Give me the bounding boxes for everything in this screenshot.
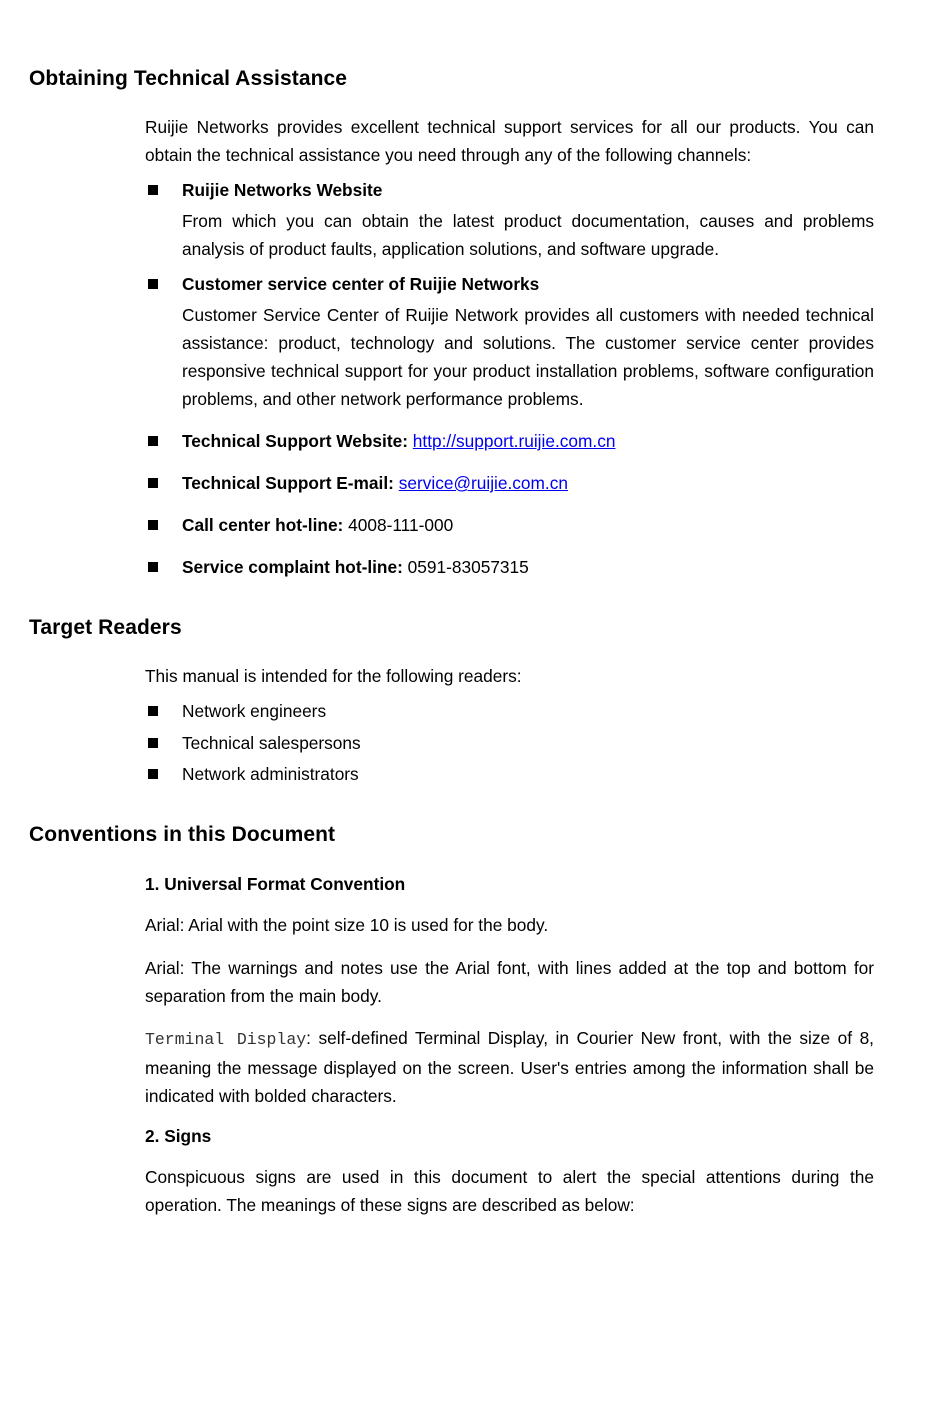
reader-label: Technical salespersons	[182, 733, 361, 753]
heading-conventions: Conventions in this Document	[29, 823, 336, 846]
terminal-display-sample: Terminal Display	[145, 1030, 307, 1049]
website-title: Ruijie Networks Website	[182, 180, 383, 200]
list-item-website	[145, 176, 874, 204]
support-email-label: Technical Support E-mail:	[182, 473, 394, 493]
support-website-link[interactable]: http://support.ruijie.com.cn	[412, 431, 616, 451]
bullet-square-icon	[148, 769, 158, 779]
bullet-square-icon	[148, 738, 158, 748]
list-item-reader	[145, 729, 874, 757]
list-item-support-email	[145, 469, 874, 497]
terminal-display-text: : self-defined Terminal Display, in Courier New front, with the size of 8, meaning the message displayed on the screen. User's entries among the information shall be indicated with bolded characters.	[145, 1028, 874, 1106]
convention-body-font: Arial: Arial with the point size 10 is used for the body.	[145, 915, 549, 935]
list-item-reader	[145, 760, 874, 788]
bullet-square-icon	[148, 279, 158, 289]
hotline-value: 4008-111-000	[348, 515, 454, 535]
bullet-square-icon	[148, 185, 158, 195]
hotline-label: Call center hot-line:	[182, 515, 344, 535]
bullet-square-icon	[148, 706, 158, 716]
heading-target-readers: Target Readers	[29, 616, 182, 639]
csc-title: Customer service center of Ruijie Networks	[182, 274, 540, 294]
readers-intro: This manual is intended for the following readers:	[145, 666, 522, 686]
convention-warning-font: Arial: The warnings and notes use the Arial font, with lines added at the top and bottom for separation from the main body.	[145, 958, 874, 1006]
heading-technical-assistance: Obtaining Technical Assistance	[29, 67, 348, 90]
reader-label: Network administrators	[182, 764, 359, 784]
csc-description: Customer Service Center of Ruijie Network provides all customers with needed technical assistance: product, technology and solutions. The customer service center provides responsive technical support for your product installation problems, software configuration problems, and other network performance problems.	[182, 305, 874, 409]
reader-label: Network engineers	[182, 701, 327, 721]
list-item-complaint-hotline	[145, 553, 874, 581]
convention-terminal-display	[145, 1024, 874, 1110]
complaint-label: Service complaint hot-line:	[182, 557, 403, 577]
list-item-customer-service	[145, 270, 874, 298]
subheading-signs: 2. Signs	[145, 1126, 212, 1146]
list-item-support-website	[145, 427, 874, 455]
bullet-square-icon	[148, 562, 158, 572]
list-item-reader	[145, 697, 874, 725]
list-item-hotline	[145, 511, 874, 539]
support-website-label: Technical Support Website:	[182, 431, 408, 451]
bullet-square-icon	[148, 478, 158, 488]
support-email-link[interactable]: service@ruijie.com.cn	[398, 473, 568, 493]
bullet-square-icon	[148, 520, 158, 530]
complaint-value: 0591-83057315	[407, 557, 529, 577]
assistance-intro: Ruijie Networks provides excellent technical support services for all our products. You can obtain the technical assistance you need through any of the following channels:	[145, 117, 874, 165]
website-description: From which you can obtain the latest product documentation, causes and problems analysis of product faults, application solutions, and software upgrade.	[182, 211, 874, 259]
signs-description: Conspicuous signs are used in this document to alert the special attentions during the operation. The meanings of these signs are described as below:	[145, 1167, 874, 1215]
subheading-universal-format: 1. Universal Format Convention	[145, 874, 406, 894]
bullet-square-icon	[148, 436, 158, 446]
